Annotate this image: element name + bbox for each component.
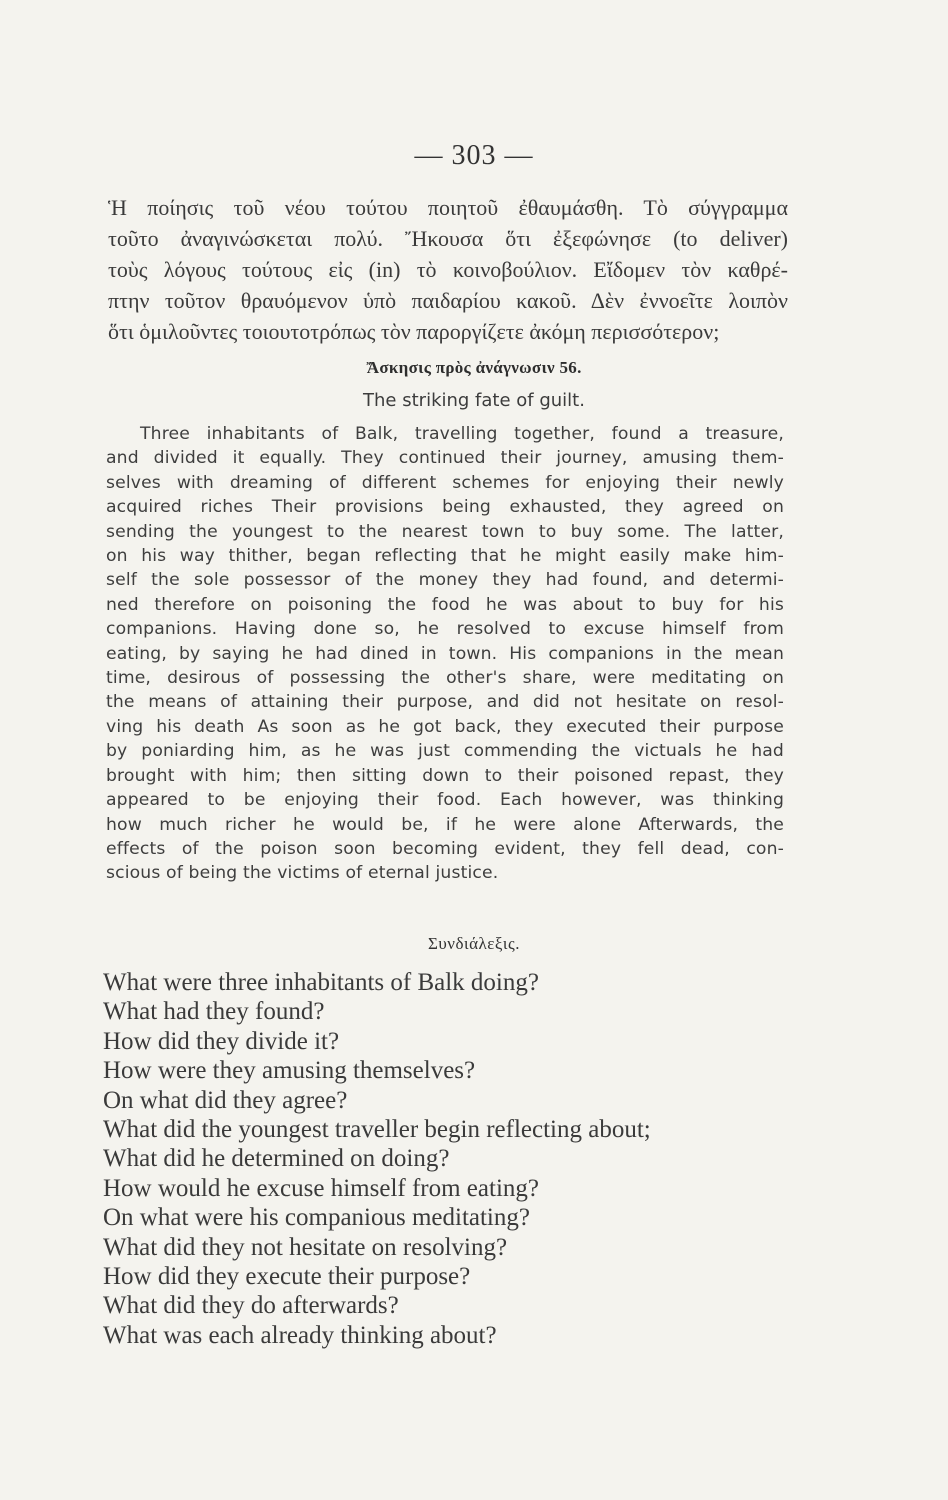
question-item: What did the youngest traveller begin reflecting about; [103, 1116, 651, 1144]
story-line: appeared to be enjoying their food. Each however, was thinking [106, 790, 784, 811]
story-line: brought with him; then sitting down to their poisoned repast, they [106, 765, 784, 786]
question-list [103, 968, 803, 1350]
greek-line: ὅτι ὁμιλοῦντες τοιουτοτρόπως τὸν παροργίζετε ἀκόμη περισσότερον; [108, 319, 720, 344]
question-item: What was each already thinking about? [103, 1321, 497, 1349]
question-item: How did they divide it? [103, 1027, 340, 1055]
story-line: how much richer he would be, if he were alone Afterwards, the [106, 814, 784, 835]
greek-line: Ἡ ποίησις τοῦ νέου τούτου ποιητοῦ ἐθαυμάσθη. Τὸ σύγγραμμα [108, 195, 788, 220]
question-item: What did they do afterwards? [103, 1292, 399, 1320]
greek-paragraph [108, 192, 788, 347]
greek-line: πτην τοῦτον θραυόμενον ὑπὸ παιδαρίου κακοῦ. Δὲν ἐννοεῖτε λοιπὸν [108, 288, 788, 313]
question-item: On what were his companious meditating? [103, 1204, 530, 1232]
story-line: time, desirous of possessing the other's share, were meditating on [106, 668, 784, 689]
exercise-title: Ἄσκησις πρὸς ἀνάγνωσιν 56. [366, 358, 582, 377]
story-line: on his way thither, began reflecting that he might easily make him- [106, 546, 784, 567]
story-line: ned therefore on poisoning the food he was about to buy for his [106, 594, 784, 615]
story-line: ving his death As soon as he got back, they executed their purpose [106, 716, 784, 737]
question-item: What were three inhabitants of Balk doing? [103, 969, 539, 996]
story-paragraph [106, 422, 784, 886]
question-item: How did they execute their purpose? [103, 1263, 471, 1291]
story-line: by poniarding him, as he was just commending the victuals he had [106, 741, 784, 762]
story-line: and divided it equally. They continued their journey, amusing them- [106, 448, 784, 469]
question-item: On what did they agree? [103, 1086, 348, 1114]
story-title: The striking fate of guilt. [363, 390, 585, 411]
question-item: How would he excuse himself from eating? [103, 1174, 539, 1202]
question-item: What had they found? [103, 998, 325, 1026]
story-line: acquired riches Their provisions being exhausted, they agreed on [106, 497, 784, 518]
story-line: selves with dreaming of different schemes for enjoying their newly [106, 472, 784, 493]
story-line: eating, by saying he had dined in town. His companions in the mean [106, 643, 784, 664]
question-item: How were they amusing themselves? [103, 1057, 476, 1085]
story-line: the means of attaining their purpose, and did not hesitate on resol- [106, 692, 784, 713]
greek-line: τοὺς λόγους τούτους εἰς (in) τὸ κοινοβούλιον. Εἴδομεν τὸν καθρέ- [108, 257, 788, 282]
greek-line: τοῦτο ἀναγινώσκεται πολύ. Ἤκουσα ὅτι ἐξεφώνησε (to deliver) [108, 226, 788, 251]
question-item: What did he determined on doing? [103, 1145, 450, 1173]
story-line: sending the youngest to the nearest town to buy some. The latter, [106, 521, 784, 542]
story-line: self the sole possessor of the money they had found, and determi- [106, 570, 784, 591]
story-line: companions. Having done so, he resolved to excuse himself from [106, 619, 784, 640]
story-line: Three inhabitants of Balk, travelling together, found a treasure, [140, 424, 784, 444]
story-line: scious of being the victims of eternal justice. [106, 863, 499, 884]
question-item: What did they not hesitate on resolving? [103, 1233, 508, 1261]
story-line: effects of the poison soon becoming evident, they fell dead, con- [106, 838, 784, 859]
conversation-heading: Συνδιάλεξις. [427, 934, 520, 953]
page-number: — 303 — [414, 140, 534, 171]
